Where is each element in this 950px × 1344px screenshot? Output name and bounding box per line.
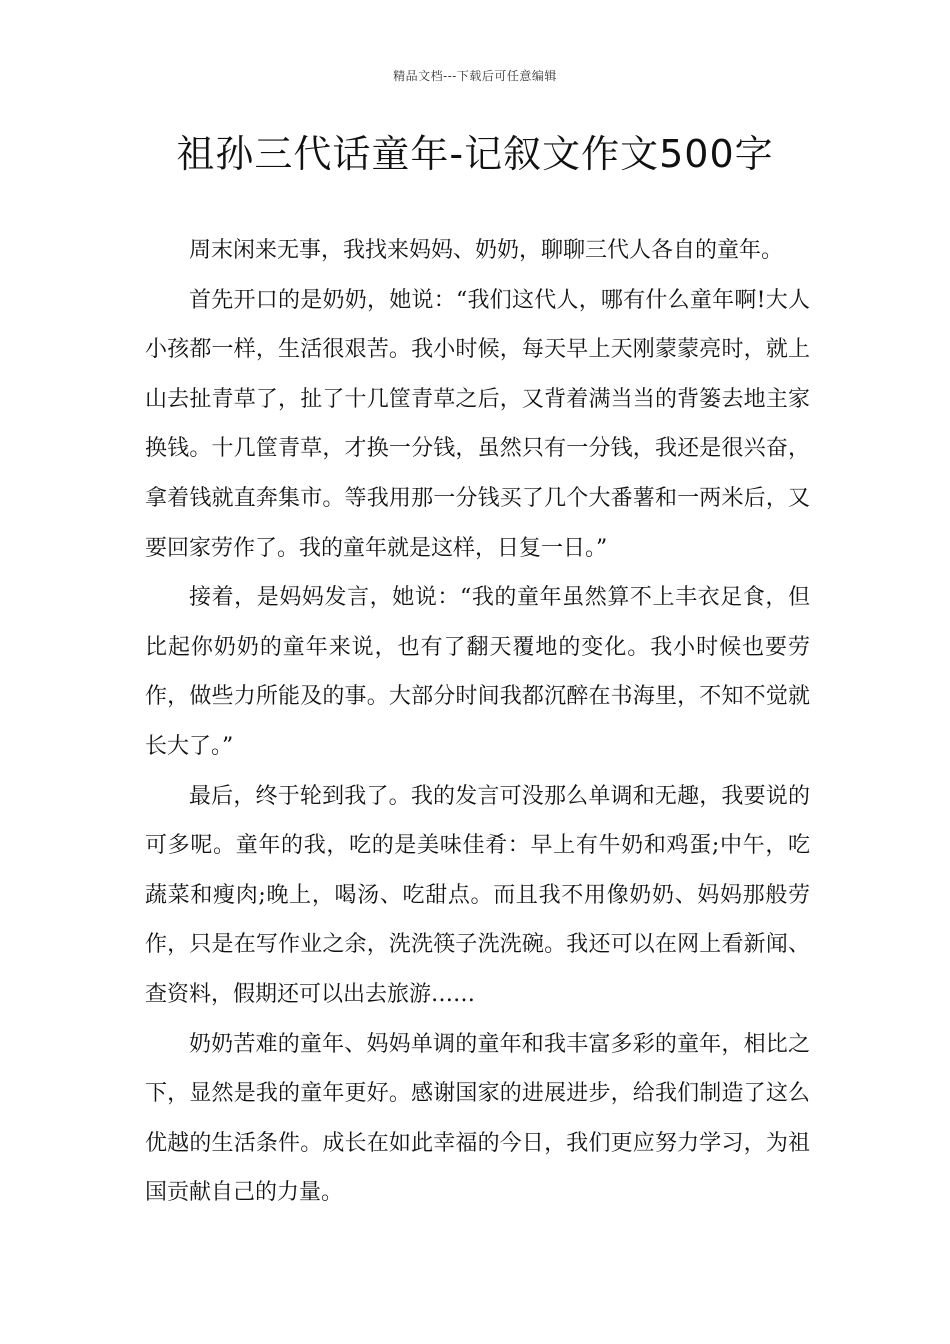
document-body [145,226,810,1218]
header-note: 精品文档---下载后可任意编辑 [393,69,557,83]
paragraph-1: 周末闲来无事，我找来妈妈、奶奶，聊聊三代人各自的童年。 [189,238,784,263]
paragraph-4: 最后，终于轮到我了。我的发言可没那么单调和无趣，我要说的可多呢。童年的我，吃的是美味佳肴：早上有牛奶和鸡蛋;中午，吃蔬菜和瘦肉;晚上，喝汤、吃甜点。而且我不用像奶奶、妈妈那般劳作，只是在写作业之余，洗洗筷子洗洗碗。我还可以在网上看新闻、查资料，假期还可以出去旅游…… [145,783,810,1007]
paragraph-5: 奶奶苦难的童年、妈妈单调的童年和我丰富多彩的童年，相比之下，显然是我的童年更好。感谢国家的进展进步，给我们制造了这么优越的生活条件。成长在如此幸福的今日，我们更应努力学习，为祖国贡献自己的力量。 [145,1031,810,1206]
document-title: 祖孙三代话童年-记叙文作文500字 [176,132,774,176]
paragraph-2: 首先开口的是奶奶，她说：“我们这代人，哪有什么童年啊!大人小孩都一样，生活很艰苦。我小时候，每天早上天刚蒙蒙亮时，就上山去扯青草了，扯了十几筐青草之后，又背着满当当的背篓去地主家换钱。十几筐青草，才换一分钱，虽然只有一分钱，我还是很兴奋，拿着钱就直奔集市。等我用那一分钱买了几个大番薯和一两米后，又要回家劳作了。我的童年就是这样，日复一日。” [145,287,810,561]
paragraph-3: 接着，是妈妈发言，她说：“我的童年虽然算不上丰衣足食，但比起你奶奶的童年来说，也有了翻天覆地的变化。我小时候也要劳作，做些力所能及的事。大部分时间我都沉醉在书海里，不知不觉就长大了。” [145,585,810,759]
